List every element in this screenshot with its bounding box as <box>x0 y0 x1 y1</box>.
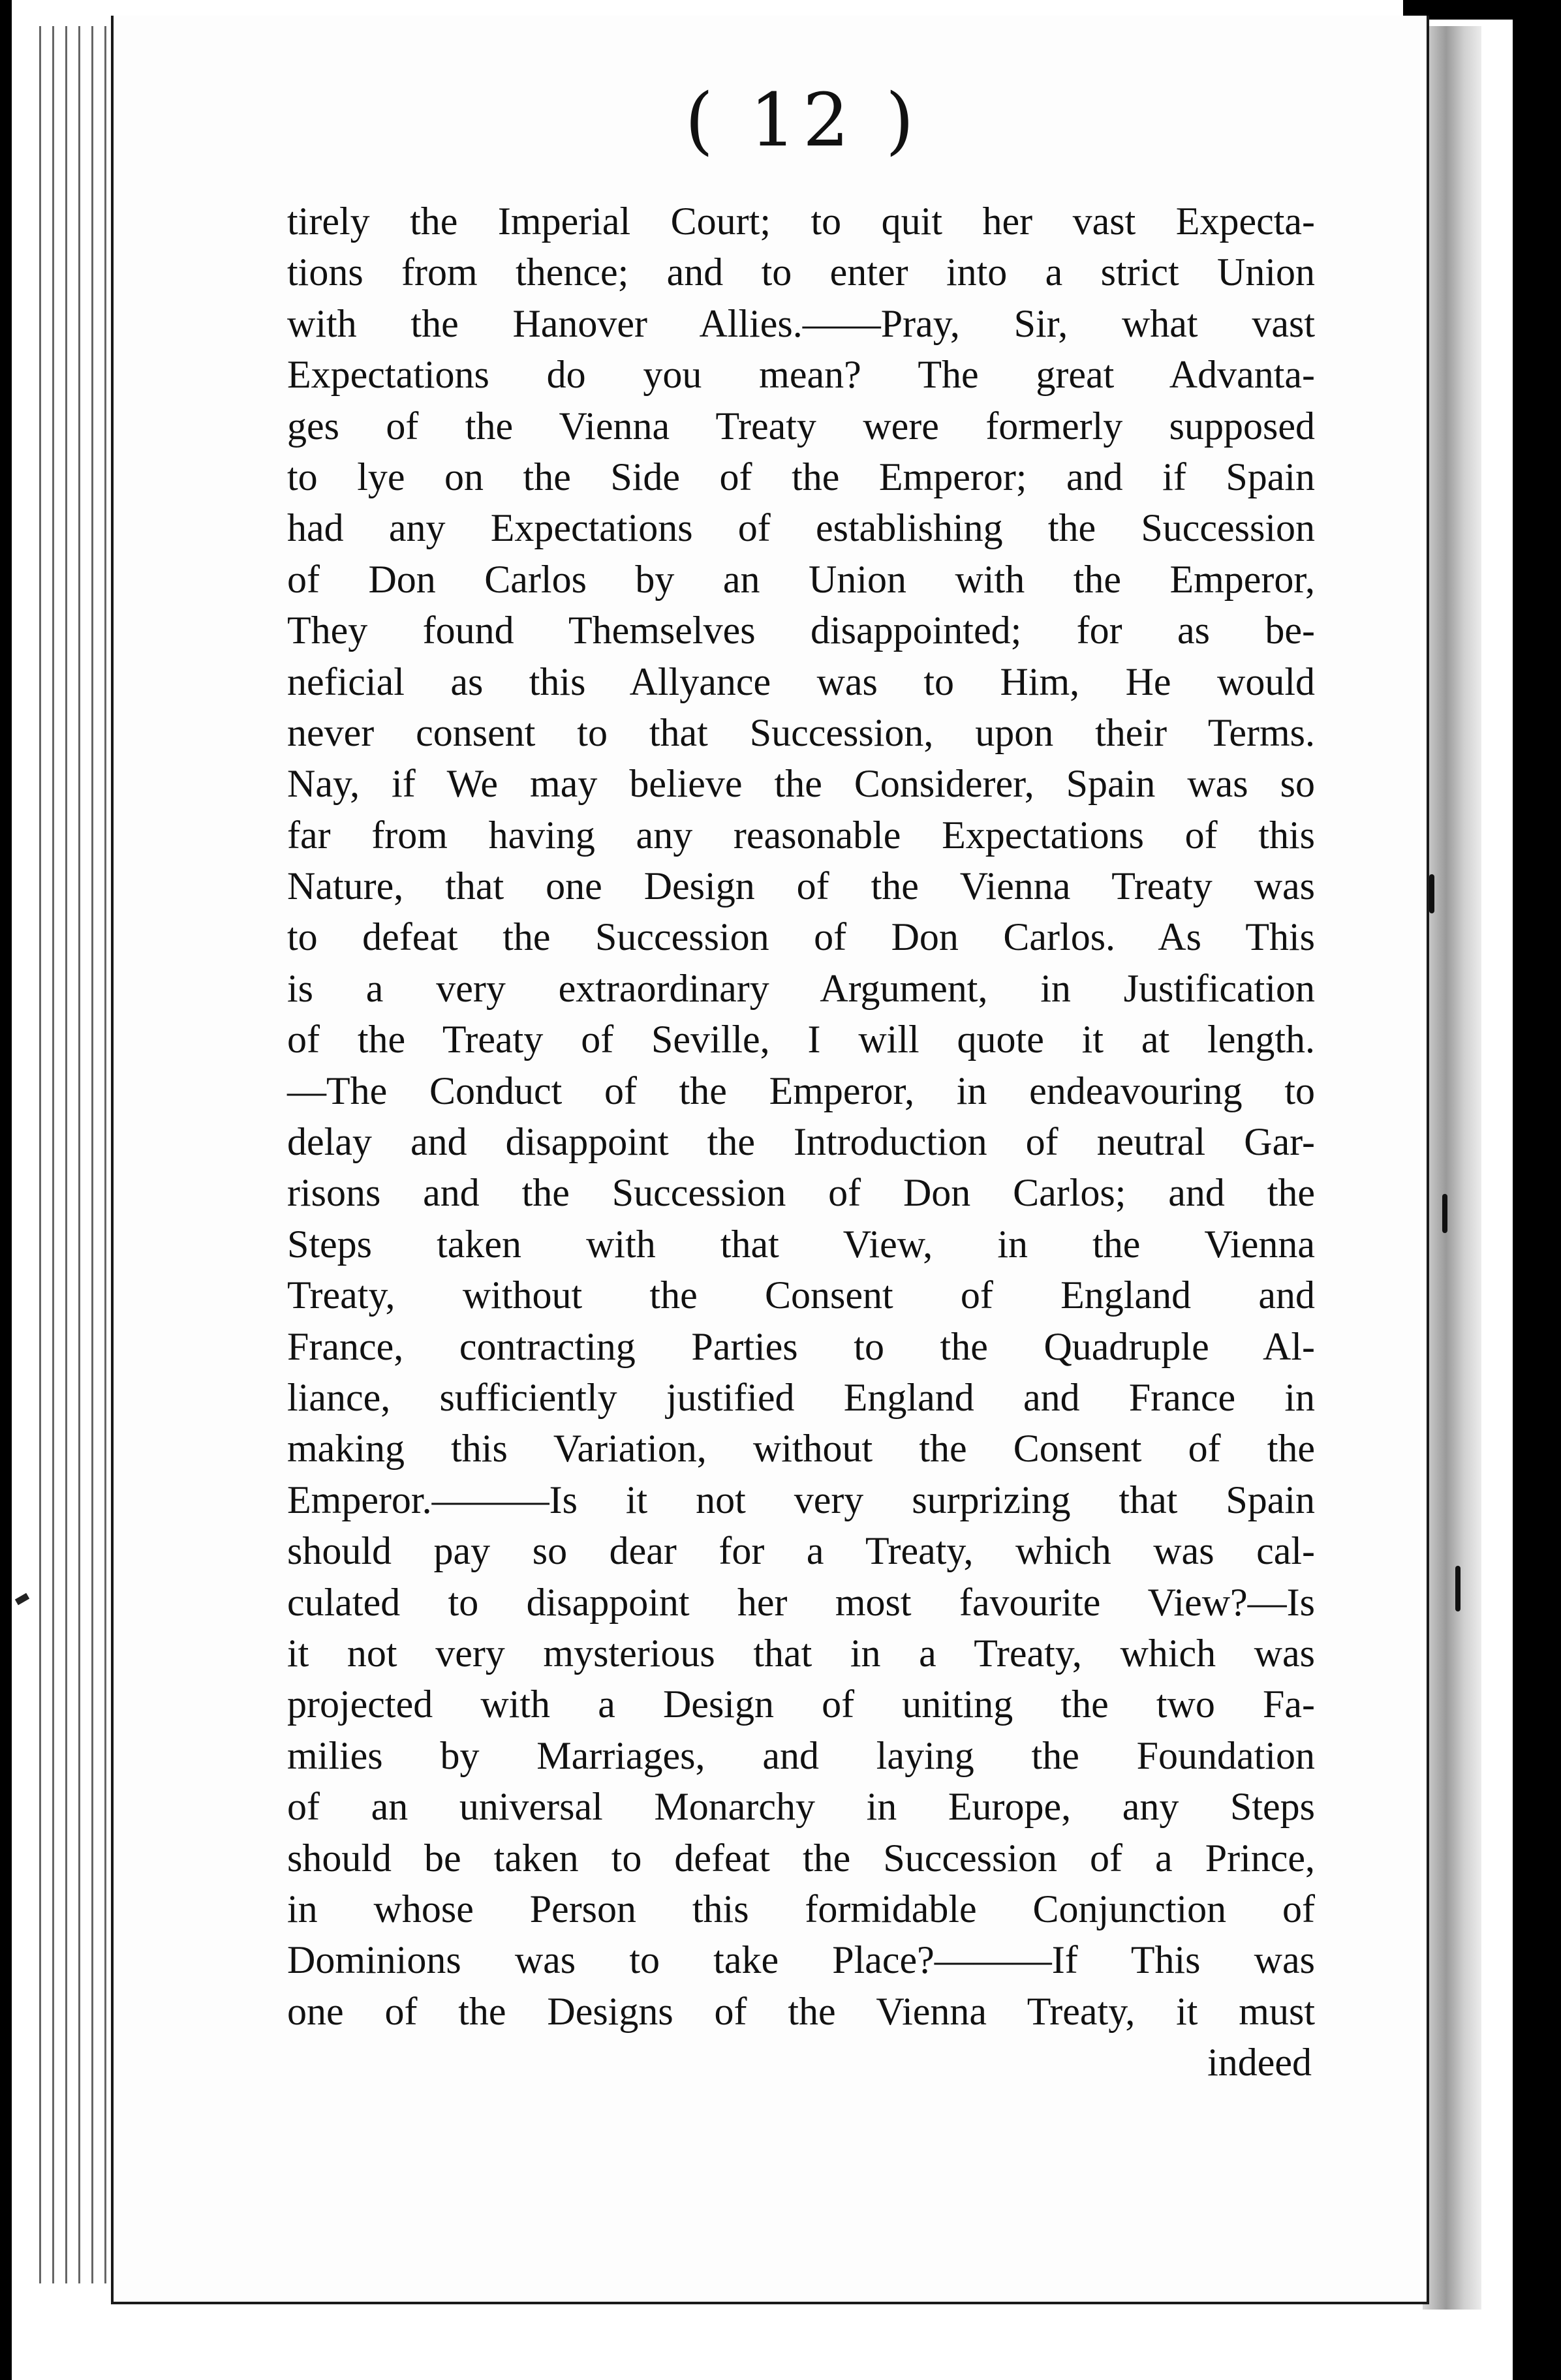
book-gutter <box>1423 26 1481 2310</box>
text-line: neficial as this Allyance was to Him, He would <box>287 660 1315 703</box>
text-line: it not very mysterious that in a Treaty, which was <box>287 1631 1315 1675</box>
text-line: They found Themselves disappointed; for as be- <box>287 609 1315 652</box>
text-line: ges of the Vienna Treaty were formerly supposed <box>287 404 1315 448</box>
text-line: should pay so dear for a Treaty, which was cal- <box>287 1529 1315 1573</box>
text-line: had any Expectations of establishing the Succession <box>287 506 1315 550</box>
text-line: with the Hanover Allies.——Pray, Sir, what vast <box>287 301 1315 345</box>
text-line: —The Conduct of the Emperor, in endeavouring to <box>287 1069 1315 1112</box>
text-line: France, contracting Parties to the Quadruple Al- <box>287 1324 1315 1368</box>
text-line: never consent to that Succession, upon their Terms. <box>287 710 1315 754</box>
body-text <box>287 196 1315 2088</box>
page-edge <box>52 26 54 2283</box>
text-line: is a very extraordinary Argument, in Justification <box>287 966 1315 1010</box>
text-line: milies by Marriages, and laying the Foundation <box>287 1733 1315 1777</box>
text-line: tirely the Imperial Court; to quit her vast Expecta- <box>287 200 1315 243</box>
text-line: culated to disappoint her most favourite View?—Is <box>287 1580 1315 1624</box>
text-line: tions from thence; and to enter into a strict Union <box>287 251 1315 294</box>
page-edge <box>39 26 41 2283</box>
text-line: Dominions was to take Place?———If This was <box>287 1938 1315 1982</box>
text-line: of the Treaty of Seville, I will quote it at length. <box>287 1018 1315 1061</box>
text-line: Steps taken with that View, in the Vienna <box>287 1222 1315 1266</box>
text-line: Expectations do you mean? The great Advanta- <box>287 353 1315 397</box>
text-line: far from having any reasonable Expectations of this <box>287 813 1315 857</box>
text-line: to lye on the Side of the Emperor; and if Spain <box>287 455 1315 498</box>
text-line: making this Variation, without the Consent of the <box>287 1427 1315 1471</box>
gutter-mark <box>1455 1566 1461 1611</box>
page-edge <box>104 26 106 2283</box>
text-line: Nay, if We may believe the Considerer, Spain was so <box>287 762 1315 806</box>
text-line: Nature, that one Design of the Vienna Treaty was <box>287 864 1315 908</box>
text-line: of Don Carlos by an Union with the Emperor, <box>287 557 1315 601</box>
text-line: of an universal Monarchy in Europe, any Steps <box>287 1785 1315 1829</box>
text-line: liance, sufficiently justified England and France in <box>287 1375 1315 1419</box>
gutter-mark <box>1429 874 1434 913</box>
text-line: should be taken to defeat the Succession of a Prince, <box>287 1836 1315 1880</box>
scan-border-left <box>0 0 12 2380</box>
gutter-mark <box>1442 1194 1447 1233</box>
page-edge <box>65 26 67 2283</box>
text-line: Treaty, without the Consent of England and <box>287 1274 1315 1317</box>
page-edge <box>78 26 80 2283</box>
scan-border-right <box>1513 0 1561 2380</box>
page-number: ( 12 ) <box>685 78 921 163</box>
text-line: Emperor.———Is it not very surprizing that Spain <box>287 1478 1315 1521</box>
text-line: projected with a Design of uniting the two Fa- <box>287 1683 1315 1726</box>
text-line: to defeat the Succession of Don Carlos. As This <box>287 915 1315 959</box>
text-line: risons and the Succession of Don Carlos; and the <box>287 1171 1315 1215</box>
page-edge <box>91 26 93 2283</box>
text-line: one of the Designs of the Vienna Treaty, it must <box>287 1989 1315 2033</box>
catchword: indeed <box>1207 2041 1312 2084</box>
text-line: in whose Person this formidable Conjunction of <box>287 1887 1315 1930</box>
text-line: delay and disappoint the Introduction of neutral Gar- <box>287 1120 1315 1164</box>
